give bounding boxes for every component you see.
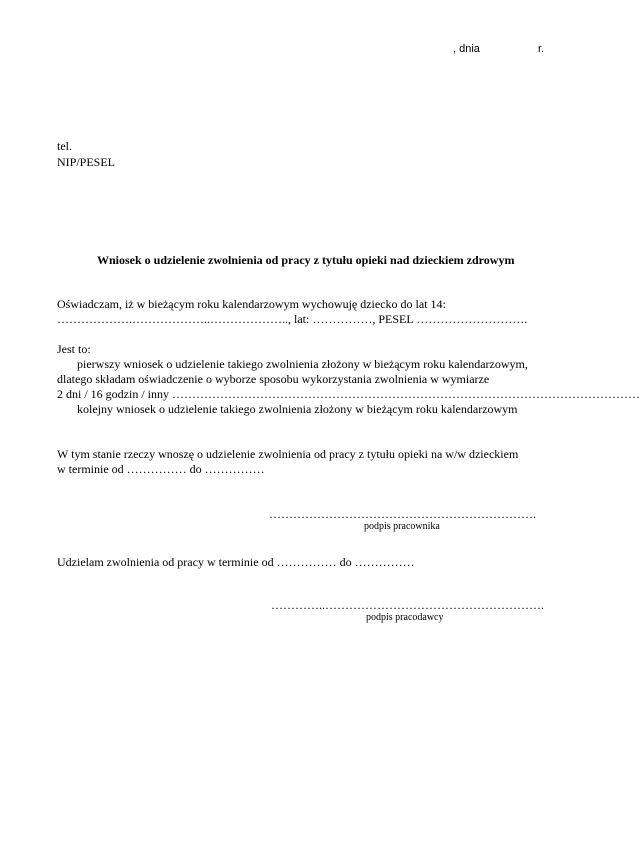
tel-label: tel. [57, 139, 72, 153]
option-2-text: kolejny wniosek o udzielenie takiego zwolnienia złożony w bieżącym roku kalendarzowym [77, 402, 518, 416]
year-suffix: r. [538, 43, 545, 55]
employee-signature-label: podpis pracownika [364, 521, 440, 532]
option-1-line-1: pierwszy wniosek o udzielenie takiego zwolnienia złożony w bieżącym roku kalendarzowym, [77, 357, 528, 371]
employer-signature-label: podpis pracodawcy [366, 612, 444, 623]
option-2-checkbox[interactable] [62, 407, 70, 415]
nip-pesel-label: NIP/PESEL [57, 155, 116, 169]
declaration-line-2: ……………….………………..……………….., lat: ……………, PESEL ………………………. [57, 312, 528, 326]
declaration-line-1: Oświadczam, iż w bieżącym roku kalendarzowym wychowuję dziecko do lat 14: [57, 297, 446, 311]
option-1-checkbox[interactable] [62, 362, 70, 370]
document-title: Wniosek o udzielenie zwolnienia od pracy z tytułu opieki nad dzieckiem zdrowym [97, 253, 515, 267]
grant-line: Udzielam zwolnienia od pracy w terminie od …………… do …………… [57, 555, 415, 569]
employer-signature-line: …………..………………………………………………. [271, 598, 544, 612]
date-label: , dnia [453, 43, 480, 55]
option-1-line-2: dlatego składam oświadczenie o wyborze sposobu wykorzystania zwolnienia w wymiarze [57, 372, 490, 386]
jest-to-label: Jest to: [57, 342, 91, 356]
request-line-2: w terminie od …………… do …………… [57, 462, 265, 476]
employee-signature-line: …………………………………………………………. [269, 507, 536, 521]
option-1-line-3: 2 dni / 16 godzin / inny ……………………………………………………………………………………………………… [57, 387, 640, 401]
request-line-1: W tym stanie rzeczy wnoszę o udzielenie zwolnienia od pracy z tytułu opieki na w/w dzieckiem [57, 447, 519, 461]
